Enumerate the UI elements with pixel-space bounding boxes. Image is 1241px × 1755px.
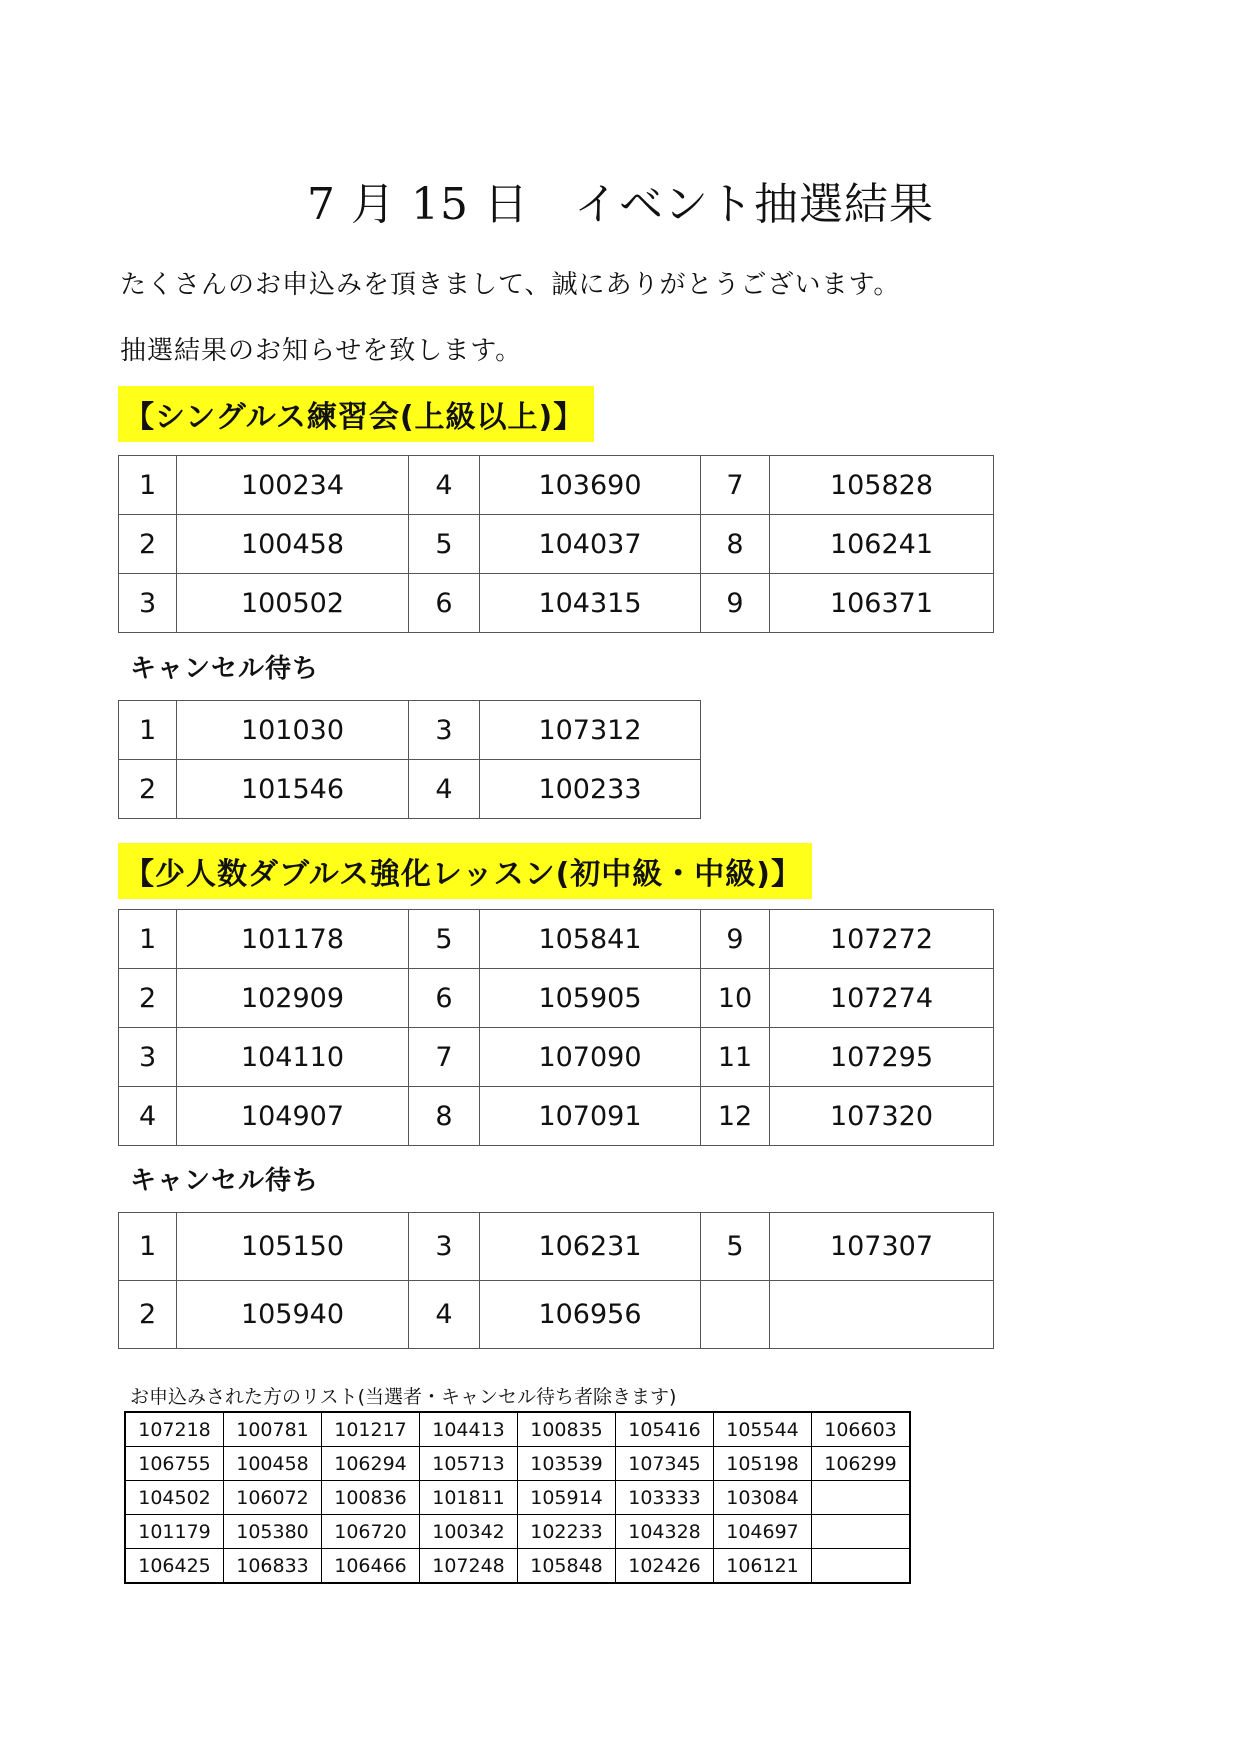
doubles-waitlist-member-id: 105150 [177,1213,409,1281]
applicant-id: 106720 [322,1515,420,1549]
applicant-id: 106833 [224,1549,322,1584]
applicant-id: 101811 [420,1481,518,1515]
doubles-winner-member-id: 107320 [770,1087,994,1146]
applicant-id: 102233 [518,1515,616,1549]
applicant-id: 107218 [125,1412,224,1447]
singles-winner-row [119,574,994,633]
doubles-waitlist-member-id: 105940 [177,1281,409,1349]
doubles-waitlist-row [119,1281,994,1349]
applicant-id [812,1549,911,1584]
doubles-winner-member-id: 107274 [770,969,994,1028]
applicant-id: 100458 [224,1447,322,1481]
singles-winner-rank: 8 [701,515,770,574]
doubles-winner-rank: 12 [701,1087,770,1146]
applicant-id: 105713 [420,1447,518,1481]
applicant-row [125,1481,910,1515]
singles-waitlist-member-id: 107312 [480,701,701,760]
applicant-id: 106466 [322,1549,420,1584]
singles-winner-member-id: 103690 [480,456,701,515]
applicant-id: 100836 [322,1481,420,1515]
applicant-id: 104502 [125,1481,224,1515]
singles-winner-rank: 6 [409,574,480,633]
applicant-id: 101179 [125,1515,224,1549]
applicant-id: 106603 [812,1412,911,1447]
doubles-winner-rank: 6 [409,969,480,1028]
applicant-id: 103084 [714,1481,812,1515]
singles-waitlist-row [119,760,701,819]
applicant-id: 106425 [125,1549,224,1584]
singles-winner-member-id: 106371 [770,574,994,633]
singles-winners-table [118,455,994,633]
singles-winner-member-id: 100234 [177,456,409,515]
doubles-winner-rank: 11 [701,1028,770,1087]
applicant-id: 105380 [224,1515,322,1549]
applicant-id: 104328 [616,1515,714,1549]
applicant-id [812,1515,911,1549]
applicant-id: 105544 [714,1412,812,1447]
doubles-winner-rank: 1 [119,910,177,969]
doubles-winner-member-id: 107295 [770,1028,994,1087]
doubles-waitlist-rank [701,1281,770,1349]
doubles-waitlist-rank: 5 [701,1213,770,1281]
applicant-id: 103333 [616,1481,714,1515]
doubles-winner-member-id: 102909 [177,969,409,1028]
singles-waitlist-member-id: 100233 [480,760,701,819]
applicant-list-caption: お申込みされた方のリスト(当選者・キャンセル待ち者除きます) [130,1386,677,1408]
singles-winner-member-id: 105828 [770,456,994,515]
doubles-waitlist-rank: 4 [409,1281,480,1349]
intro-text-thanks: たくさんのお申込みを頂きまして、誠にありがとうございます。 [120,270,901,300]
doubles-winner-rank: 2 [119,969,177,1028]
singles-winner-rank: 1 [119,456,177,515]
applicant-id: 105198 [714,1447,812,1481]
applicant-id: 100835 [518,1412,616,1447]
doubles-waitlist-rank: 3 [409,1213,480,1281]
doubles-winner-rank: 5 [409,910,480,969]
doubles-winner-rank: 10 [701,969,770,1028]
applicant-id: 106121 [714,1549,812,1584]
doubles-winner-member-id: 105841 [480,910,701,969]
doubles-winner-row [119,1087,994,1146]
doubles-winner-rank: 9 [701,910,770,969]
doubles-winner-member-id: 101178 [177,910,409,969]
singles-winner-member-id: 100458 [177,515,409,574]
doubles-waitlist-member-id: 106231 [480,1213,701,1281]
applicant-id: 105848 [518,1549,616,1584]
applicant-id: 107345 [616,1447,714,1481]
page-title: 7 月 15 日 イベント抽選結果 [307,179,934,230]
applicant-row [125,1447,910,1481]
singles-winner-rank: 7 [701,456,770,515]
applicant-row [125,1515,910,1549]
doubles-winner-row [119,969,994,1028]
doubles-winner-member-id: 104110 [177,1028,409,1087]
applicant-id: 107248 [420,1549,518,1584]
doubles-winner-row [119,910,994,969]
singles-winner-member-id: 106241 [770,515,994,574]
doubles-waitlist-rank: 2 [119,1281,177,1349]
singles-winner-rank: 5 [409,515,480,574]
waitlist-label-doubles: キャンセル待ち [130,1166,320,1196]
doubles-winner-rank: 4 [119,1087,177,1146]
doubles-waitlist-rank: 1 [119,1213,177,1281]
applicant-id: 102426 [616,1549,714,1584]
applicant-id: 101217 [322,1412,420,1447]
doubles-waitlist-row [119,1213,994,1281]
applicant-id: 106072 [224,1481,322,1515]
singles-winner-row [119,456,994,515]
singles-winner-rank: 3 [119,574,177,633]
doubles-winner-member-id: 107090 [480,1028,701,1087]
applicant-id: 106299 [812,1447,911,1481]
applicant-id: 105914 [518,1481,616,1515]
singles-winner-member-id: 104315 [480,574,701,633]
applicant-id: 100342 [420,1515,518,1549]
doubles-winner-rank: 7 [409,1028,480,1087]
applicant-id: 103539 [518,1447,616,1481]
applicant-row [125,1549,910,1584]
doubles-waitlist-member-id: 106956 [480,1281,701,1349]
applicant-id [812,1481,911,1515]
doubles-waitlist-member-id [770,1281,994,1349]
doubles-winner-member-id: 104907 [177,1087,409,1146]
singles-waitlist-rank: 2 [119,760,177,819]
singles-waitlist-rank: 3 [409,701,480,760]
waitlist-label-singles: キャンセル待ち [130,654,320,684]
doubles-winner-row [119,1028,994,1087]
singles-winner-rank: 2 [119,515,177,574]
doubles-winner-member-id: 105905 [480,969,701,1028]
doubles-winners-table [118,909,994,1146]
applicant-id: 104697 [714,1515,812,1549]
singles-winner-row [119,515,994,574]
singles-winner-rank: 9 [701,574,770,633]
doubles-winner-member-id: 107272 [770,910,994,969]
doubles-waitlist-table [118,1212,994,1349]
singles-waitlist-member-id: 101030 [177,701,409,760]
applicant-id: 105416 [616,1412,714,1447]
applicant-id: 100781 [224,1412,322,1447]
doubles-winner-rank: 3 [119,1028,177,1087]
singles-winner-rank: 4 [409,456,480,515]
singles-waitlist-member-id: 101546 [177,760,409,819]
doubles-winner-rank: 8 [409,1087,480,1146]
section-title-doubles: 【少人数ダブルス強化レッスン(初中級・中級)】 [118,843,812,899]
applicant-row [125,1412,910,1447]
intro-text-announcement: 抽選結果のお知らせを致します。 [120,336,523,366]
singles-winner-member-id: 104037 [480,515,701,574]
singles-winner-member-id: 100502 [177,574,409,633]
doubles-winner-member-id: 107091 [480,1087,701,1146]
singles-waitlist-table [118,700,701,819]
singles-waitlist-row [119,701,701,760]
applicant-id: 106755 [125,1447,224,1481]
singles-waitlist-rank: 1 [119,701,177,760]
section-title-singles: 【シングルス練習会(上級以上)】 [118,386,594,442]
singles-waitlist-rank: 4 [409,760,480,819]
applicant-id: 104413 [420,1412,518,1447]
doubles-waitlist-member-id: 107307 [770,1213,994,1281]
applicant-id: 106294 [322,1447,420,1481]
applicant-list-table [124,1411,911,1584]
